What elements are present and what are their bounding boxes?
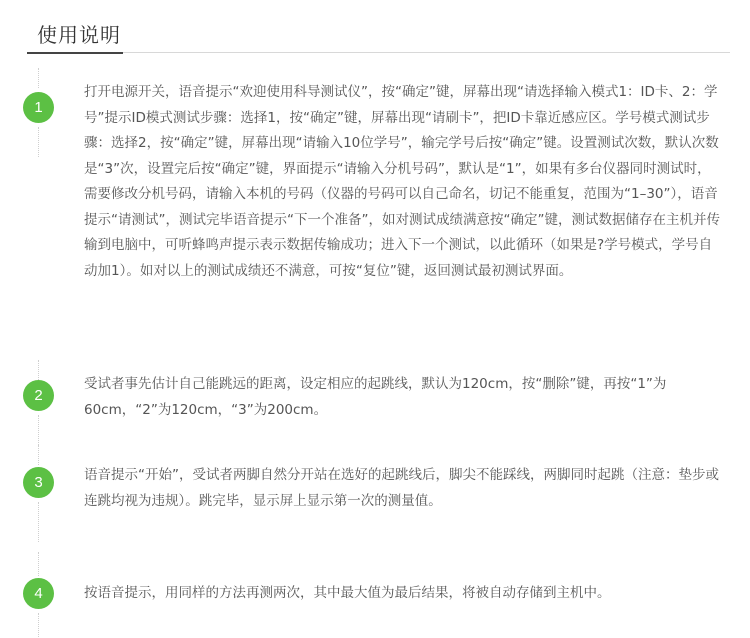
step-connector bbox=[38, 127, 39, 157]
step-connector bbox=[38, 445, 39, 465]
step-connector bbox=[38, 68, 39, 88]
step-text: 打开电源开关，语音提示“欢迎使用科导测试仪”，按“确定”键，屏幕出现“请选择输入模式1：ID卡、2：学号”提示ID模式测试步骤：选择1，按“确定”键，屏幕出现“请刷卡”，把ID卡靠近感应区。学号模式测试步骤：选择2，按“确定”键，屏幕出现“请输入10位学号”，输完学号后按“确定”键。设置测试次数，默认次数是“3”次，设置完后按“确定”键，界面提示“请输入分机号码”，默认是“1”，如果有多台仪器同时测试时，需要修改分机号码，请输入本机的号码（仪器的号码可以自己命名，切记不能重复，范围为“1–30”），语音提示“请测试”，测试完毕语音提示“下一个准备”，如对测试成绩满意按“确定”键，测试数据储存在主机并传输到电脑中，可听蜂鸣声提示表示数据传输成功；进入下一个测试，以此循环（如果是?学号模式，学号自动加1）。如对以上的测试成绩还不满意，可按“复位”键，返回测试最初测试界面。 bbox=[84, 84, 720, 279]
step-connector bbox=[38, 552, 39, 576]
title-underline bbox=[27, 52, 123, 54]
title-bar bbox=[27, 18, 730, 53]
step-connector bbox=[38, 613, 39, 637]
step-number-badge: 3 bbox=[23, 467, 54, 498]
step-connector bbox=[38, 360, 39, 380]
step-connector bbox=[38, 502, 39, 542]
step-connector bbox=[38, 415, 39, 445]
step-number-badge: 1 bbox=[23, 92, 54, 123]
step-number-badge: 2 bbox=[23, 380, 54, 411]
step-text: 受试者事先估计自己能跳远的距离，设定相应的起跳线，默认为120cm，按“删除”键，再按“1”为60cm，“2”为120cm，“3”为200cm。 bbox=[84, 376, 667, 418]
page-title: 使用说明 bbox=[37, 23, 121, 47]
step-number-badge: 4 bbox=[23, 578, 54, 609]
step-text: 按语音提示，用同样的方法再测两次，其中最大值为最后结果，将被自动存储到主机中。 bbox=[84, 585, 611, 601]
step-text: 语音提示“开始”，受试者两脚自然分开站在选好的起跳线后，脚尖不能踩线，两脚同时起跳（注意：垫步或连跳均视为违规）。跳完毕，显示屏上显示第一次的测量值。 bbox=[84, 467, 719, 509]
